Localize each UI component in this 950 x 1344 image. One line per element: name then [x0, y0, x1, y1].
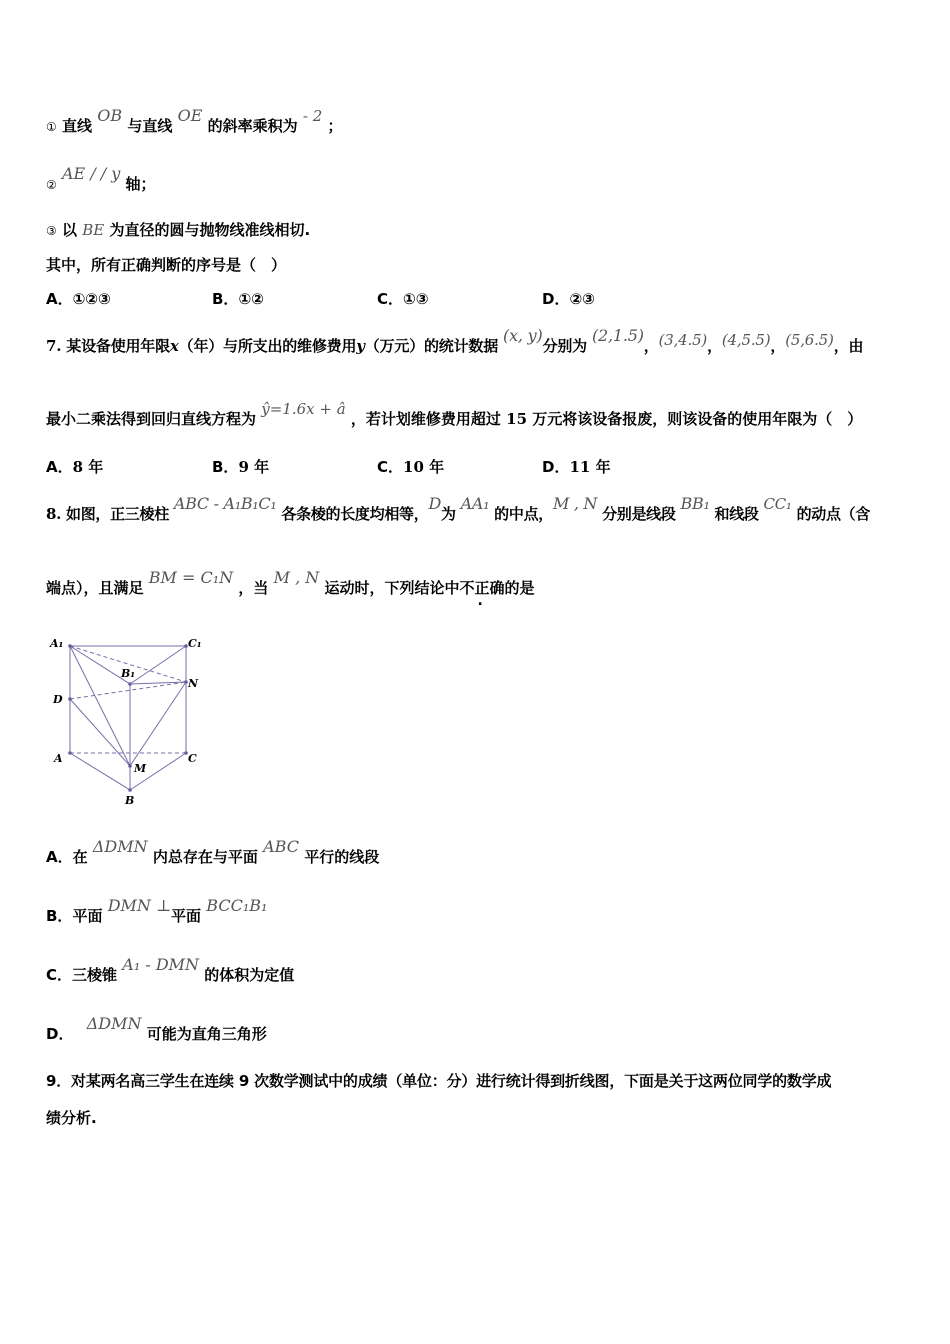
q8-line-1	[46, 494, 871, 524]
label-N: N	[188, 677, 199, 690]
text: 与直线	[127, 117, 173, 135]
circle-number: ①	[46, 120, 57, 134]
number: 15	[506, 410, 528, 428]
text: 为	[440, 505, 456, 523]
text: 的是	[504, 579, 535, 597]
math-expr: ΔDMN	[92, 837, 148, 856]
q7-line-2	[46, 400, 863, 429]
option-number: 11	[569, 458, 591, 476]
math-expr: (2,1.5)	[592, 326, 644, 345]
option-number: 9	[238, 458, 249, 476]
text: 和线段	[714, 505, 759, 523]
q6-statement-2	[46, 164, 156, 195]
text: 万元将该设备报废，则该设备的使用年限为（ ）	[532, 410, 863, 428]
math-expr: CC₁	[763, 495, 792, 513]
text: 直线	[62, 117, 93, 135]
text: 各条棱的长度均相等，	[281, 505, 429, 523]
q6-option-a[interactable]	[46, 289, 111, 309]
math-expr: DMN ⊥	[107, 896, 172, 915]
text: 的斜率乘积为	[207, 117, 298, 135]
text: 分别为	[542, 337, 587, 355]
option-label: B．	[212, 290, 239, 308]
q8-option-a[interactable]	[46, 837, 380, 867]
option-label: A．	[46, 848, 73, 866]
option-number: 8	[72, 458, 84, 476]
option-number: 10	[403, 458, 424, 476]
text: 平行的线段	[304, 848, 380, 866]
option-label: B．	[212, 458, 239, 476]
q6-option-d[interactable]	[542, 289, 595, 309]
math-expr: OB	[97, 106, 123, 125]
math-expr: (x, y)	[503, 326, 543, 345]
option-text: ①②	[238, 290, 264, 308]
option-unit: 年	[595, 458, 611, 476]
q8-line-2	[46, 568, 535, 598]
q9-line-1: 9．对某两名高三学生在连续 9 次数学测试中的成绩（单位：分）进行统计得到折线图，下面是关于这两位同学的数学成	[46, 1072, 832, 1090]
text: 可能为直角三角形	[146, 1025, 267, 1043]
option-text: ②③	[569, 290, 595, 308]
math-expr: ΔDMN	[86, 1014, 142, 1033]
emphasis-text: 不正确	[459, 579, 505, 597]
text: 在	[72, 848, 88, 866]
text: 最小二乘法得到回归直线方程为	[46, 410, 257, 428]
q8-option-d[interactable]	[46, 1014, 267, 1044]
question-number: 7.	[46, 337, 62, 355]
q6-question: 其中，所有正确判断的序号是（ ）	[46, 256, 287, 274]
math-expr: (3,4.5)	[658, 331, 708, 349]
text: 的中点，	[494, 505, 553, 523]
circle-number: ②	[46, 178, 57, 192]
text: ，若计划维修费用超过	[350, 410, 501, 428]
q6-option-b[interactable]	[212, 289, 264, 309]
text: 平面	[171, 907, 202, 925]
option-unit: 年	[254, 458, 270, 476]
text: 某设备使用年限	[66, 337, 170, 355]
math-expr: (4,5.5)	[721, 331, 771, 349]
variable: y	[356, 337, 365, 355]
math-expr: AA₁	[460, 494, 490, 513]
option-unit: 年	[88, 458, 104, 476]
q6-statement-1	[46, 106, 343, 137]
option-label: C．	[377, 458, 404, 476]
option-unit: 年	[429, 458, 445, 476]
text: 的体积为定值	[204, 966, 295, 984]
option-text: ①③	[403, 290, 429, 308]
text: 分别是线段	[602, 505, 676, 523]
label-B1: B₁	[121, 667, 136, 680]
option-label: D．	[46, 1025, 74, 1043]
q6-option-c[interactable]	[377, 289, 428, 309]
math-expr: BB₁	[680, 494, 710, 513]
math-expr: ŷ=1.6x + â	[261, 400, 346, 418]
q7-option-a[interactable]	[46, 457, 103, 477]
math-expr: - 2	[302, 107, 323, 125]
option-label: D．	[542, 458, 570, 476]
q9-line-2: 绩分析.	[46, 1109, 97, 1127]
question-number: 8.	[46, 505, 62, 523]
math-expr: ABC	[263, 837, 299, 856]
label-A: A	[54, 752, 63, 765]
text: （年）与所支出的维修费用	[178, 337, 357, 355]
math-expr: D	[428, 494, 441, 513]
option-label: C．	[46, 966, 73, 984]
math-expr: ABC - A₁B₁C₁	[173, 494, 277, 513]
text: ，由	[833, 337, 864, 355]
q7-option-d[interactable]	[542, 457, 611, 477]
math-expr: BE	[82, 221, 105, 239]
label-D: D	[53, 693, 63, 706]
q7-option-b[interactable]	[212, 457, 269, 477]
label-B: B	[125, 794, 135, 807]
math-expr: A₁ - DMN	[122, 955, 200, 974]
text: ，当	[238, 579, 269, 597]
math-expr: AE / / y	[62, 164, 121, 183]
text: 的动点（含	[796, 505, 871, 523]
label-C1: C₁	[188, 637, 202, 650]
variable: x	[169, 337, 179, 355]
text: （万元）的统计数据	[364, 337, 498, 355]
text: 平面	[72, 907, 103, 925]
q7-line-1: 7. 某设备使用年限x（年）与所支出的维修费用y（万元）的统计数据 (x, y)分别为 (2,1.5)，(3,4.5)，(4,5.5)，(5,6.5)，由	[46, 326, 864, 355]
label-M: M	[134, 762, 147, 775]
math-expr: M , N	[273, 568, 320, 587]
text: 如图，正三棱柱	[66, 505, 169, 523]
option-label: A．	[46, 458, 73, 476]
circle-number: ③	[46, 224, 57, 238]
q6-statement-3	[46, 220, 310, 241]
text: ；	[327, 117, 343, 135]
q8-option-c[interactable]	[46, 955, 295, 985]
option-label: B．	[46, 907, 73, 925]
text: 轴；	[125, 175, 156, 193]
math-expr: (5,6.5)	[785, 331, 834, 349]
text: 运动时，下列结论中	[324, 579, 460, 597]
math-expr: OE	[177, 106, 203, 125]
text: 以	[62, 221, 78, 239]
text: 内总存在与平面	[152, 848, 258, 866]
option-text: ①②③	[72, 290, 111, 308]
math-expr: BM = C₁N	[148, 568, 234, 587]
label-C: C	[188, 752, 197, 765]
math-expr: BCC₁B₁	[206, 896, 268, 915]
text: 三棱锥	[72, 966, 118, 984]
option-label: A．	[46, 290, 73, 308]
prism-figure	[46, 632, 216, 812]
q7-option-c[interactable]	[377, 457, 444, 477]
option-label: C．	[377, 290, 404, 308]
q8-option-b[interactable]	[46, 896, 268, 926]
label-A1: A₁	[50, 637, 64, 650]
option-label: D．	[542, 290, 570, 308]
text: 为直径的圆与抛物线准线相切.	[109, 221, 311, 239]
math-expr: M , N	[552, 494, 598, 513]
text: 端点），且满足	[46, 579, 144, 597]
